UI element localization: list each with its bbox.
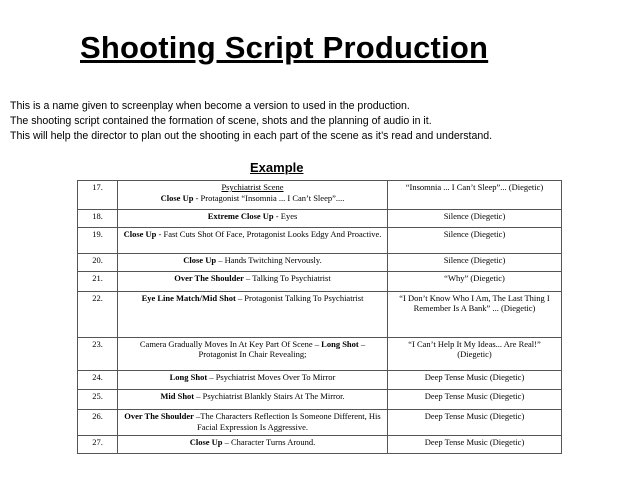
shot-description-cell	[118, 410, 388, 436]
paragraph-1: This is a name given to screenplay when become a version to used in the production.	[10, 100, 410, 112]
shot-description: – Hands Twitching Nervously.	[216, 255, 322, 266]
shot-description-cell	[118, 436, 388, 454]
table-row	[78, 228, 562, 254]
shot-number-cell: 27.	[78, 436, 118, 454]
shot-number-cell: 20.	[78, 254, 118, 272]
shot-description-cell	[118, 254, 388, 272]
table-row	[78, 271, 562, 291]
shot-description: – Protagonist Talking To Psychiatrist	[235, 292, 364, 303]
shot-description: – Protagonist In Chair Revealing;	[198, 338, 366, 360]
shooting-script-body	[78, 181, 562, 454]
table-row	[78, 254, 562, 272]
shot-description: - Eyes	[273, 210, 298, 221]
audio-cell: Deep Tense Music (Diegetic)	[388, 370, 562, 390]
table-row	[78, 436, 562, 454]
shot-type: Close Up	[183, 255, 217, 266]
shot-type: Over The Shoulder	[174, 272, 244, 283]
shot-description-cell	[118, 271, 388, 291]
shot-description: – Talking To Psychiatrist	[243, 272, 331, 283]
table-row	[78, 390, 562, 410]
audio-cell: Silence (Diegetic)	[388, 254, 562, 272]
audio-cell: “Why” (Diegetic)	[388, 271, 562, 291]
audio-cell: Deep Tense Music (Diegetic)	[388, 436, 562, 454]
shot-number-cell: 24.	[78, 370, 118, 390]
table-row	[78, 291, 562, 337]
audio-cell: “Insomnia ... I Can’t Sleep”... (Diegetic)	[388, 181, 562, 210]
shot-description: – Psychiatrist Blankly Stairs At The Mirror.	[194, 391, 345, 402]
audio-cell: Silence (Diegetic)	[388, 209, 562, 228]
shot-type: Extreme Close Up	[207, 210, 274, 221]
table-row	[78, 337, 562, 370]
shot-description: – Psychiatrist Moves Over To Mirror	[207, 371, 336, 382]
shot-description: –The Characters Reflection Is Someone Different, His Facial Expression Is Aggressive.	[193, 411, 381, 432]
audio-cell: Silence (Diegetic)	[388, 228, 562, 254]
shot-description: - Protagonist “Insomnia ... I Can’t Sleep”....	[193, 192, 345, 203]
shot-type: Long Shot	[321, 338, 359, 349]
shot-description-cell	[118, 228, 388, 254]
shot-type: Close Up	[123, 229, 157, 240]
audio-cell: “I Can’t Help It My Ideas... Are Real!” (Diegetic)	[388, 337, 562, 370]
audio-cell: Deep Tense Music (Diegetic)	[388, 410, 562, 436]
shot-number-cell: 18.	[78, 209, 118, 228]
paragraph-3: This will help the director to plan out the shooting in each part of the scene as it’s read and understand.	[10, 130, 493, 142]
table-row	[78, 370, 562, 390]
shot-description-cell	[118, 370, 388, 390]
shot-number-cell: 26.	[78, 410, 118, 436]
shot-number-cell: 23.	[78, 337, 118, 370]
shot-type: Close Up	[160, 192, 194, 203]
shot-description-cell	[118, 181, 388, 210]
shot-description: - Fast Cuts Shot Of Face, Protagonist Looks Edgy And Proactive.	[156, 229, 382, 240]
example-heading: Example	[250, 160, 304, 175]
shot-number-cell: 22.	[78, 291, 118, 337]
audio-cell: Deep Tense Music (Diegetic)	[388, 390, 562, 410]
shot-description: – Character Turns Around.	[222, 437, 316, 448]
shot-pre-text: Camera Gradually Moves In At Key Part Of Scene –	[139, 338, 322, 349]
table-row	[78, 410, 562, 436]
shot-type: Eye Line Match/Mid Shot	[141, 292, 236, 303]
shot-type: Close Up	[189, 437, 223, 448]
table-row	[78, 181, 562, 210]
shot-description-cell	[118, 390, 388, 410]
shot-type: Mid Shot	[160, 391, 195, 402]
shot-description-cell	[118, 291, 388, 337]
table-row	[78, 209, 562, 228]
scene-heading: Psychiatrist Scene	[221, 182, 284, 192]
shot-type: Long Shot	[169, 371, 208, 382]
shot-number-cell: 21.	[78, 271, 118, 291]
shot-description-cell	[118, 337, 388, 370]
slide-title: Shooting Script Production	[80, 30, 489, 65]
shot-number-cell: 25.	[78, 390, 118, 410]
shot-type: Over The Shoulder	[124, 411, 194, 422]
shot-number-cell: 17.	[78, 181, 118, 210]
shot-description-cell	[118, 209, 388, 228]
body-text	[10, 99, 630, 144]
shooting-script-table	[77, 180, 562, 454]
audio-cell: “I Don’t Know Who I Am, The Last Thing I Remember Is A Bank” ... (Diegetic)	[388, 291, 562, 337]
shot-number-cell: 19.	[78, 228, 118, 254]
paragraph-2: The shooting script contained the formation of scene, shots and the planning of audio in it.	[10, 115, 432, 127]
